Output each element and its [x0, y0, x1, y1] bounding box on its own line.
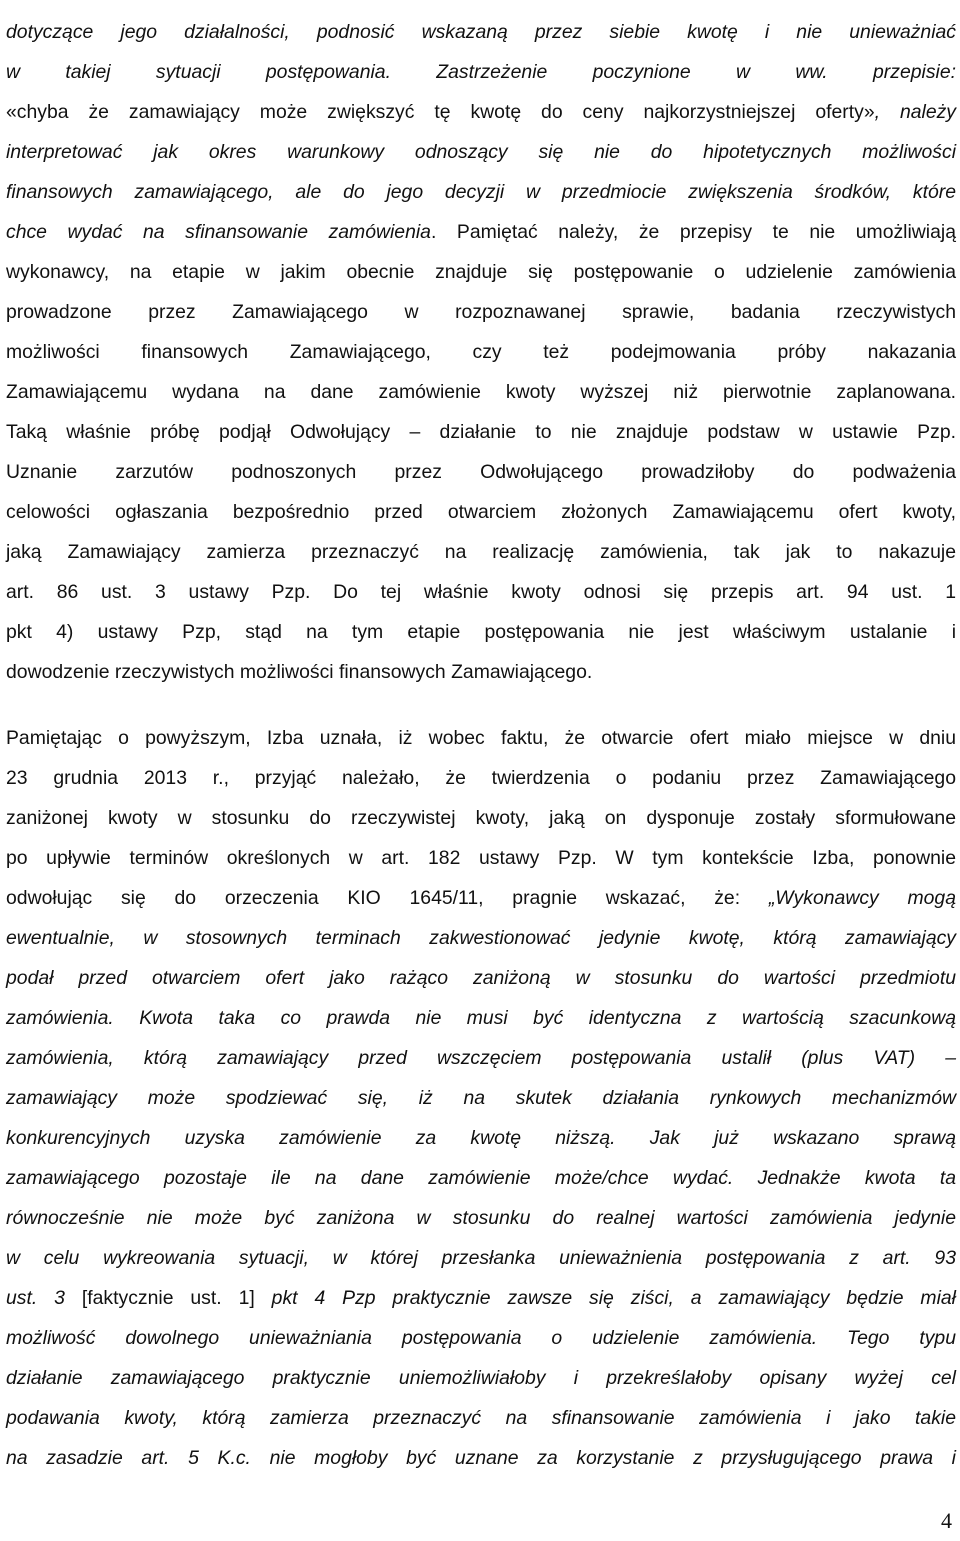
- text-line: [6, 1198, 956, 1238]
- text-line: [6, 1038, 956, 1078]
- text-line: [6, 1078, 956, 1118]
- text-line: [6, 1358, 956, 1398]
- text-run: 23 grudnia 2013 r., przyjąć należało, że twierdzenia o podaniu przez Zamawiającego: [6, 767, 956, 789]
- text-run: jaką Zamawiający zamierza przeznaczyć na realizację zamówienia, tak jak to nakazuje: [6, 541, 956, 563]
- text-run: po upływie terminów określonych w art. 182 ustawy Pzp. W tym kontekście Izba, ponownie: [6, 847, 956, 869]
- text-run: finansowych zamawiającego, ale do jego decyzji w przedmiocie zwiększenia środków, które: [6, 181, 956, 203]
- text-run: Zamawiającemu wydana na dane zamówienie kwoty wyższej niż pierwotnie zaplanowana.: [6, 381, 956, 403]
- text-run: , należy: [874, 101, 956, 123]
- text-line: [6, 1158, 956, 1198]
- text-line: [6, 652, 956, 692]
- text-line: [6, 838, 956, 878]
- text-run: „Wykonawcy mogą: [768, 887, 956, 909]
- text-run: podał przed otwarciem ofert jako rażąco zaniżoną w stosunku do wartości przedmiotu: [6, 967, 956, 989]
- text-line: [6, 332, 956, 372]
- text-run: w celu wykreowania sytuacji, w której przesłanka unieważnienia postępowania z art. 93: [6, 1247, 956, 1269]
- text-run: prowadzone przez Zamawiającego w rozpoznawanej sprawie, badania rzeczywistych: [6, 301, 956, 323]
- text-line: [6, 1398, 956, 1438]
- text-run: podawania kwoty, którą zamierza przeznaczyć na sfinansowanie zamówienia i jako takie: [6, 1407, 956, 1429]
- text-run: celowości ogłaszania bezpośrednio przed otwarciem złożonych Zamawiającemu ofert kwoty,: [6, 501, 956, 523]
- text-line: [6, 532, 956, 572]
- text-line: [6, 92, 956, 132]
- text-line: [6, 52, 956, 92]
- text-line: [6, 132, 956, 172]
- text-line: [6, 798, 956, 838]
- text-run: art. 86 ust. 3 ustawy Pzp. Do tej właśnie kwoty odnosi się przepis art. 94 ust. 1: [6, 581, 956, 603]
- text-line: [6, 758, 956, 798]
- text-run: zamawiający może spodziewać się, iż na skutek działania rynkowych mechanizmów: [6, 1087, 956, 1109]
- text-line: [6, 212, 956, 252]
- text-line: [6, 372, 956, 412]
- text-line: [6, 612, 956, 652]
- text-run: ewentualnie, w stosownych terminach zakwestionować jedynie kwotę, którą zamawiający: [6, 927, 956, 949]
- text-run: Uznanie zarzutów podnoszonych przez Odwołującego prowadziłoby do podważenia: [6, 461, 956, 483]
- text-line: [6, 1438, 956, 1478]
- text-run: chce wydać na sfinansowanie zamówienia: [6, 221, 431, 243]
- text-run: ust. 3: [6, 1287, 82, 1309]
- text-line: [6, 1118, 956, 1158]
- text-line: [6, 718, 956, 758]
- text-line: [6, 292, 956, 332]
- text-run: możliwość dowolnego unieważniania postępowania o udzielenie zamówienia. Tego typu: [6, 1327, 956, 1349]
- text-line: [6, 252, 956, 292]
- text-run: na zasadzie art. 5 K.c. nie mogłoby być uznane za korzystanie z przysługującego prawa i: [6, 1447, 956, 1469]
- text-run: interpretować jak okres warunkowy odnoszący się nie do hipotetycznych możliwości: [6, 141, 956, 163]
- text-line: [6, 918, 956, 958]
- text-line: [6, 12, 956, 52]
- text-run: Taką właśnie próbę podjął Odwołujący – działanie to nie znajduje podstaw w ustawie Pzp.: [6, 421, 956, 443]
- page-number: 4: [941, 1508, 952, 1533]
- text-line: [6, 172, 956, 212]
- text-line: [6, 878, 956, 918]
- text-run: zaniżonej kwoty w stosunku do rzeczywistej kwoty, jaką on dysponuje zostały sformułowane: [6, 807, 956, 829]
- text-run: dowodzenie rzeczywistych możliwości finansowych Zamawiającego.: [6, 661, 593, 683]
- text-run: w takiej sytuacji postępowania. Zastrzeżenie poczynione w ww. przepisie:: [6, 61, 956, 83]
- text-run: działanie zamawiającego praktycznie uniemożliwiałoby i przekreślałoby opisany wyżej cel: [6, 1367, 956, 1389]
- text-line: [6, 958, 956, 998]
- text-run: odwołując się do orzeczenia KIO 1645/11, pragnie wskazać, że:: [6, 887, 769, 909]
- text-run: [faktycznie ust. 1]: [81, 1287, 255, 1309]
- text-line: [6, 998, 956, 1038]
- text-line: [6, 1238, 956, 1278]
- text-run: konkurencyjnych uzyska zamówienie za kwotę niższą. Jak już wskazano sprawą: [6, 1127, 956, 1149]
- text-run: dotyczące jego działalności, podnosić wskazaną przez siebie kwotę i nie unieważniać: [6, 21, 956, 43]
- text-line: [6, 1278, 956, 1318]
- text-run: zamawiającego pozostaje ile na dane zamówienie może/chce wydać. Jednakże kwota ta: [6, 1167, 956, 1189]
- text-line: [6, 452, 956, 492]
- text-line: [6, 1318, 956, 1358]
- text-line: [6, 492, 956, 532]
- text-run: wykonawcy, na etapie w jakim obecnie znajduje się postępowanie o udzielenie zamówienia: [6, 261, 956, 283]
- text-run: zamówienia, którą zamawiający przed wszczęciem postępowania ustalił (plus VAT) –: [6, 1047, 956, 1069]
- text-run: zamówienia. Kwota taka co prawda nie musi być identyczna z wartością szacunkową: [6, 1007, 956, 1029]
- text-run: Pamiętając o powyższym, Izba uznała, iż wobec faktu, że otwarcie ofert miało miejsce w dniu: [6, 727, 956, 749]
- text-line: [6, 412, 956, 452]
- text-run: pkt 4) ustawy Pzp, stąd na tym etapie postępowania nie jest właściwym ustalanie i: [6, 621, 956, 643]
- text-line: [6, 572, 956, 612]
- text-run: . Pamiętać należy, że przepisy te nie umożliwiają: [430, 221, 956, 243]
- text-run: «chyba że zamawiający może zwiększyć tę kwotę do ceny najkorzystniejszej oferty»: [6, 101, 875, 123]
- text-run: możliwości finansowych Zamawiającego, czy też podejmowania próby nakazania: [6, 341, 956, 363]
- text-run: równocześnie nie może być zaniżona w stosunku do realnej wartości zamówienia jedynie: [6, 1207, 956, 1229]
- text-run: pkt 4 Pzp praktycznie zawsze się ziści, a zamawiający będzie miał: [254, 1287, 956, 1309]
